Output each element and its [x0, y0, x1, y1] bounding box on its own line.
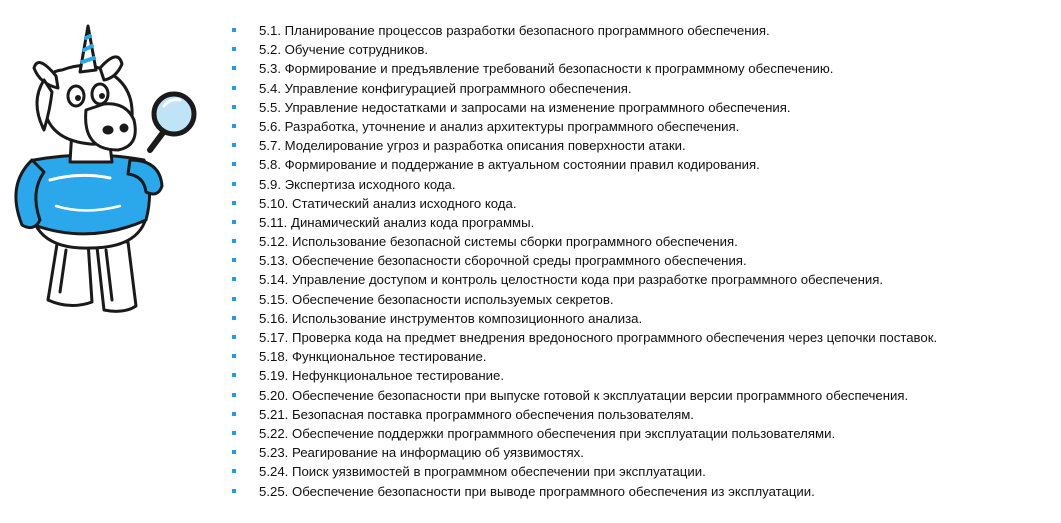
- bullet-icon: [232, 143, 236, 147]
- bullet-icon: [232, 47, 236, 51]
- bullet-icon: [232, 66, 236, 70]
- requirement-text: 5.10. Статический анализ исходного кода.: [259, 195, 517, 211]
- requirement-text: 5.19. Нефункциональное тестирование.: [259, 368, 504, 384]
- list-item: [232, 40, 937, 59]
- requirement-text: 5.8. Формирование и поддержание в актуальном состоянии правил кодирования.: [259, 157, 760, 173]
- requirement-text: 5.25. Обеспечение безопасности при выводе программного обеспечения из эксплуатации.: [259, 483, 815, 499]
- bullet-icon: [232, 450, 236, 454]
- requirement-text: 5.14. Управление доступом и контроль целостности кода при разработке программного обеспечения.: [259, 272, 884, 288]
- list-item: [232, 270, 937, 289]
- list-item: [232, 136, 937, 155]
- bullet-icon: [232, 162, 236, 166]
- bullet-icon: [232, 124, 236, 128]
- requirement-text: 5.2. Обучение сотрудников.: [259, 42, 429, 58]
- requirement-text: 5.3. Формирование и предъявление требований безопасности к программному обеспечению.: [259, 61, 834, 77]
- bullet-icon: [232, 297, 236, 301]
- requirement-text: 5.24. Поиск уязвимостей в программном обеспечении при эксплуатации.: [259, 464, 706, 480]
- list-item: [232, 79, 937, 98]
- list-item: [232, 366, 937, 385]
- requirement-text: 5.5. Управление недостатками и запросами на изменение программного обеспечения.: [259, 99, 791, 115]
- list-item: [232, 482, 937, 501]
- bullet-icon: [232, 239, 236, 243]
- list-item: [232, 59, 937, 78]
- bullet-icon: [232, 373, 236, 377]
- list-item: [232, 443, 937, 462]
- list-item: [232, 155, 937, 174]
- list-item: [232, 424, 937, 443]
- bullet-icon: [232, 86, 236, 90]
- bullet-icon: [232, 335, 236, 339]
- list-item: [232, 21, 937, 40]
- list-item: [232, 309, 937, 328]
- requirement-text: 5.6. Разработка, уточнение и анализ архитектуры программного обеспечения.: [259, 118, 740, 134]
- bullet-icon: [232, 316, 236, 320]
- list-item: [232, 251, 937, 270]
- requirement-text: 5.22. Обеспечение поддержки программного обеспечения при эксплуатации пользователями.: [259, 425, 836, 441]
- requirement-text: 5.23. Реагирование на информацию об уязвимостях.: [259, 445, 584, 461]
- bullet-icon: [232, 469, 236, 473]
- bullet-icon: [232, 105, 236, 109]
- bullet-icon: [232, 28, 236, 32]
- list-item: [232, 213, 937, 232]
- bullet-icon: [232, 258, 236, 262]
- list-item: [232, 328, 937, 347]
- bullet-icon: [232, 201, 236, 205]
- requirements-list: [232, 21, 937, 501]
- requirement-text: 5.7. Моделирование угроз и разработка описания поверхности атаки.: [259, 138, 686, 154]
- bullet-icon: [232, 277, 236, 281]
- list-item: [232, 405, 937, 424]
- requirement-text: 5.16. Использование инструментов композиционного анализа.: [259, 310, 643, 326]
- bullet-icon: [232, 489, 236, 493]
- unicorn-with-magnifying-glass-icon: [0, 10, 200, 315]
- list-item: [232, 462, 937, 481]
- list-item: [232, 347, 937, 366]
- bullet-icon: [232, 412, 236, 416]
- list-item: [232, 175, 937, 194]
- bullet-icon: [232, 220, 236, 224]
- list-item: [232, 98, 937, 117]
- bullet-icon: [232, 182, 236, 186]
- list-item: [232, 117, 937, 136]
- bullet-icon: [232, 354, 236, 358]
- requirement-text: 5.1. Планирование процессов разработки безопасного программного обеспечения.: [259, 23, 770, 38]
- requirement-text: 5.12. Использование безопасной системы сборки программного обеспечения.: [259, 234, 738, 250]
- bullet-icon: [232, 431, 236, 435]
- requirement-text: 5.20. Обеспечение безопасности при выпуске готовой к эксплуатации версии программного обеспечения.: [259, 387, 909, 403]
- requirement-text: 5.9. Экспертиза исходного кода.: [259, 176, 456, 192]
- requirement-text: 5.21. Безопасная поставка программного обеспечения пользователям.: [259, 406, 694, 422]
- list-item: [232, 290, 937, 309]
- requirement-text: 5.4. Управление конфигурацией программного обеспечения.: [259, 80, 632, 96]
- requirement-text: 5.15. Обеспечение безопасности используемых секретов.: [259, 291, 614, 307]
- list-item: [232, 386, 937, 405]
- list-item: [232, 194, 937, 213]
- requirement-text: 5.18. Функциональное тестирование.: [259, 349, 487, 365]
- requirement-text: 5.11. Динамический анализ кода программы.: [259, 214, 535, 230]
- requirement-text: 5.17. Проверка кода на предмет внедрения вредоносного программного обеспечения через цепочки поставок.: [259, 330, 938, 345]
- requirement-text: 5.13. Обеспечение безопасности сборочной среды программного обеспечения.: [259, 253, 747, 269]
- bullet-icon: [232, 393, 236, 397]
- list-item: [232, 232, 937, 251]
